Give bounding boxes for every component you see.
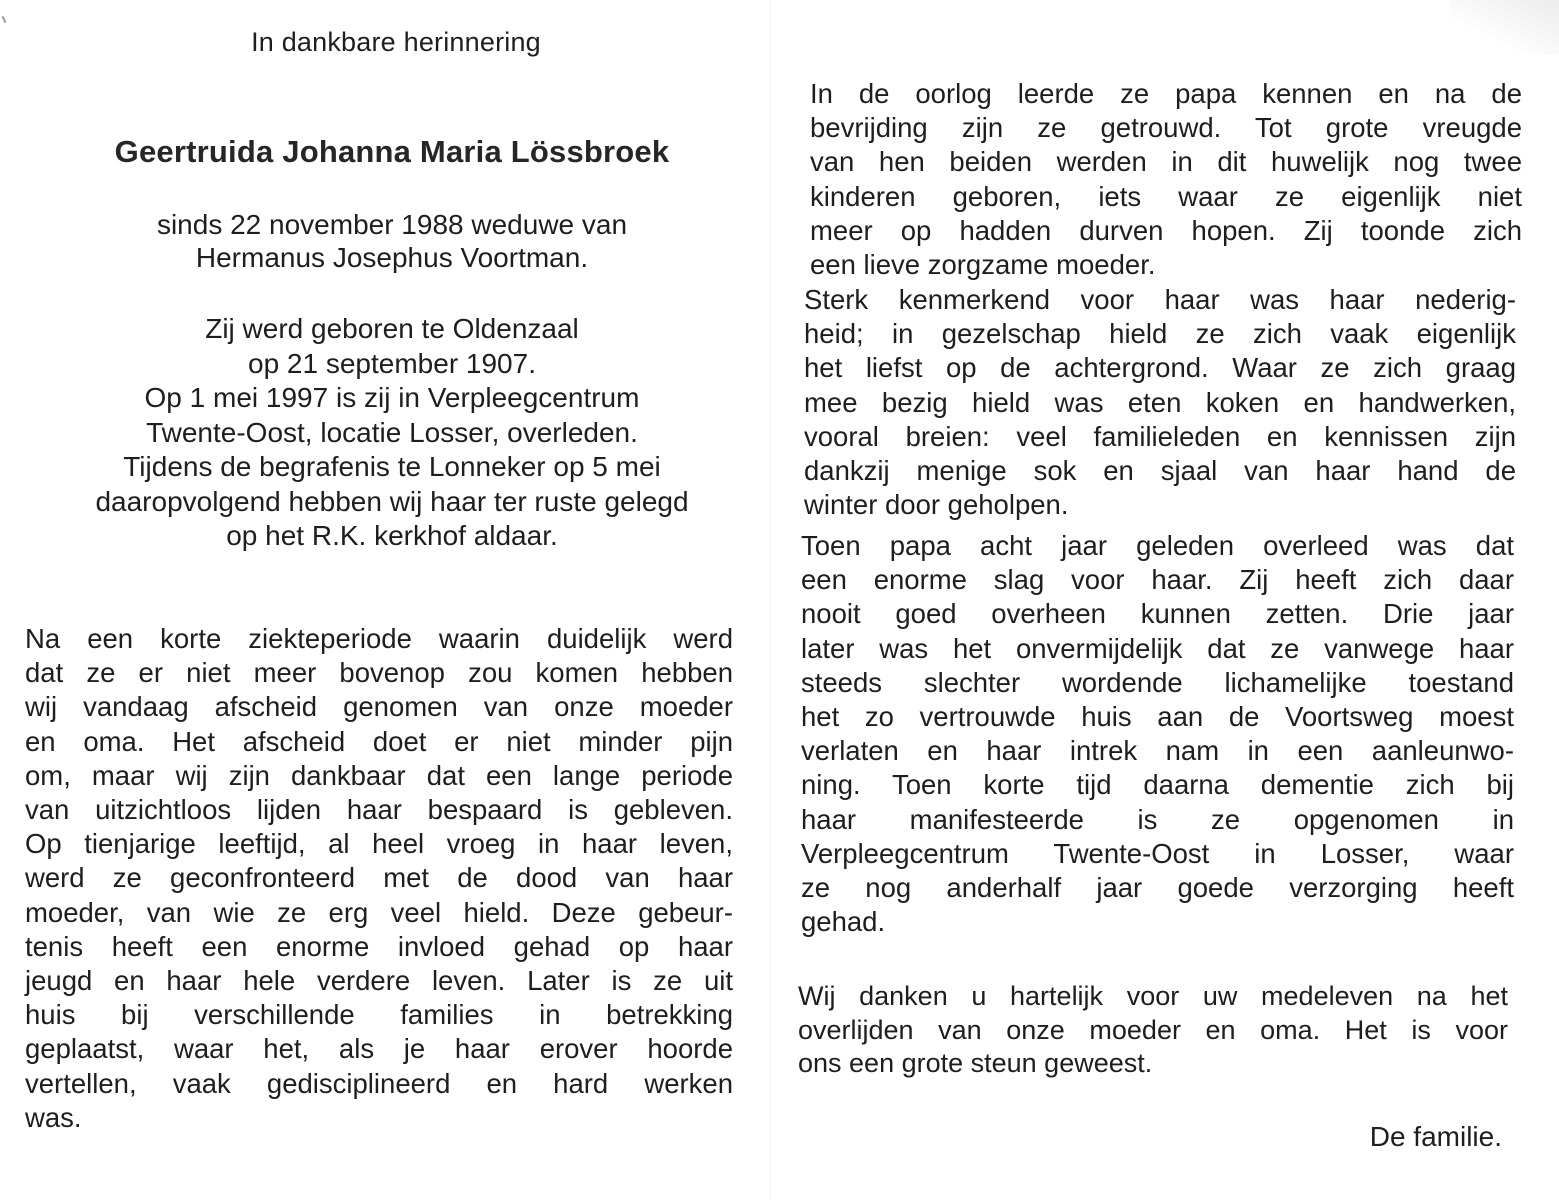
text-line: In de oorlog leerde ze papa kennen en na de xyxy=(810,78,1522,109)
life-line: op 21 september 1907. xyxy=(248,347,536,379)
text-line: overlijden van onze moeder en oma. Het is voor xyxy=(798,1014,1508,1045)
text-line: een lieve zorgzame moeder. xyxy=(810,249,1156,281)
text-line: jeugd en haar hele verdere leven. Later is ze uit xyxy=(25,965,733,997)
text-line: steeds slechter wordende lichamelijke toestand xyxy=(801,666,1514,698)
biography-paragraph-later-years xyxy=(801,529,1514,939)
text-line: Wij danken u hartelijk voor uw medeleven na het xyxy=(798,981,1508,1011)
life-dates-statement xyxy=(0,312,784,554)
text-line: en oma. Het afscheid doet er niet minder pijn xyxy=(25,725,733,757)
text-line: Na een korte ziekteperiode waarin duidelijk werd xyxy=(25,623,733,654)
life-line: op het R.K. kerkhof aldaar. xyxy=(226,520,558,551)
life-line: Zij werd geboren te Oldenzaal xyxy=(205,313,579,344)
text-line: een enorme slag voor haar. Zij heeft zich daar xyxy=(801,564,1514,596)
text-line: heid; in gezelschap hield ze zich vaak eigenlijk xyxy=(804,318,1516,350)
widow-line: Hermanus Josephus Voortman. xyxy=(195,242,589,273)
text-line: werd ze geconfronteerd met de dood van haar xyxy=(25,862,733,894)
life-line: Twente-Oost, locatie Losser, overleden. xyxy=(146,416,638,448)
text-line: Toen papa acht jaar geleden overleed was dat xyxy=(801,530,1514,561)
biography-paragraph-marriage xyxy=(810,77,1522,282)
text-line: geplaatst, waar het, als je haar erover hoorde xyxy=(25,1033,733,1065)
text-line: Verpleegcentrum Twente-Oost in Losser, waar xyxy=(801,837,1514,869)
text-line: ze nog anderhalf jaar goede verzorging heeft xyxy=(801,872,1514,904)
widow-statement xyxy=(0,208,784,274)
text-line: later was het onvermijdelijk dat ze vanwege haar xyxy=(801,632,1514,664)
deceased-name: Geertruida Johanna Maria Lössbroek xyxy=(114,134,670,169)
text-line: kinderen geboren, iets waar ze eigenlijk niet xyxy=(810,180,1522,212)
text-line: wij vandaag afscheid genomen van onze moeder xyxy=(25,691,733,723)
text-line: dankzij menige sok en sjaal van haar hand de xyxy=(804,455,1516,487)
text-line: meer op hadden durven hopen. Zij toonde zich xyxy=(810,214,1522,246)
text-line: van uitzichtloos lijden haar bespaard is gebleven. xyxy=(25,794,733,826)
text-line: vooral breien: veel familieleden en kennissen zijn xyxy=(804,420,1516,452)
text-line: huis bij verschillende families in betrekking xyxy=(25,999,733,1031)
text-line: verlaten en haar intrek nam in een aanleunwo- xyxy=(801,735,1514,767)
biography-paragraph-character xyxy=(804,283,1516,522)
widow-line: sinds 22 november 1988 weduwe van xyxy=(156,209,628,240)
text-line: om, maar wij zijn dankbaar dat een lange periode xyxy=(25,759,733,791)
text-line: tenis heeft een enorme invloed gehad op haar xyxy=(25,930,733,962)
text-line: gehad. xyxy=(801,906,886,938)
text-line: moeder, van wie ze erg veel hield. Deze gebeur- xyxy=(25,896,733,928)
text-line: was. xyxy=(25,1101,82,1133)
text-line: Op tienjarige leeftijd, al heel vroeg in haar leven, xyxy=(25,828,733,860)
text-line: dat ze er niet meer bovenop zou komen hebben xyxy=(25,657,733,689)
scan-corner-shadow xyxy=(1449,0,1559,55)
text-line: nooit goed overheen kunnen zetten. Drie jaar xyxy=(801,598,1514,630)
thanks-paragraph xyxy=(798,980,1508,1081)
life-line: Tijdens de begrafenis te Lonneker op 5 mei xyxy=(123,451,661,482)
text-line: van hen beiden werden in dit huwelijk nog twee xyxy=(810,146,1522,178)
text-line: Sterk kenmerkend voor haar was haar nederig- xyxy=(804,284,1516,315)
text-line: winter door geholpen. xyxy=(804,489,1069,521)
card-heading: In dankbare herinnering xyxy=(251,27,541,57)
biography-paragraph-left xyxy=(25,622,733,1135)
text-line: vertellen, vaak gedisciplineerd en hard werken xyxy=(25,1067,733,1099)
page-fold-divider xyxy=(769,0,771,1200)
text-line: mee bezig hield was eten koken en handwerken, xyxy=(804,386,1516,418)
life-line: daaropvolgend hebben wij haar ter ruste gelegd xyxy=(95,485,689,517)
family-signature: De familie. xyxy=(1369,1121,1502,1152)
text-line: het liefst op de achtergrond. Waar ze zich graag xyxy=(804,352,1516,384)
text-line: ons een grote steun geweest. xyxy=(798,1048,1153,1078)
text-line: ning. Toen korte tijd daarna dementie zich bij xyxy=(801,769,1514,801)
text-line: haar manifesteerde is ze opgenomen in xyxy=(801,803,1514,835)
text-line: bevrijding zijn ze getrouwd. Tot grote vreugde xyxy=(810,112,1522,144)
life-line: Op 1 mei 1997 is zij in Verpleegcentrum xyxy=(144,382,640,413)
text-line: het zo vertrouwde huis aan de Voortsweg moest xyxy=(801,701,1514,733)
